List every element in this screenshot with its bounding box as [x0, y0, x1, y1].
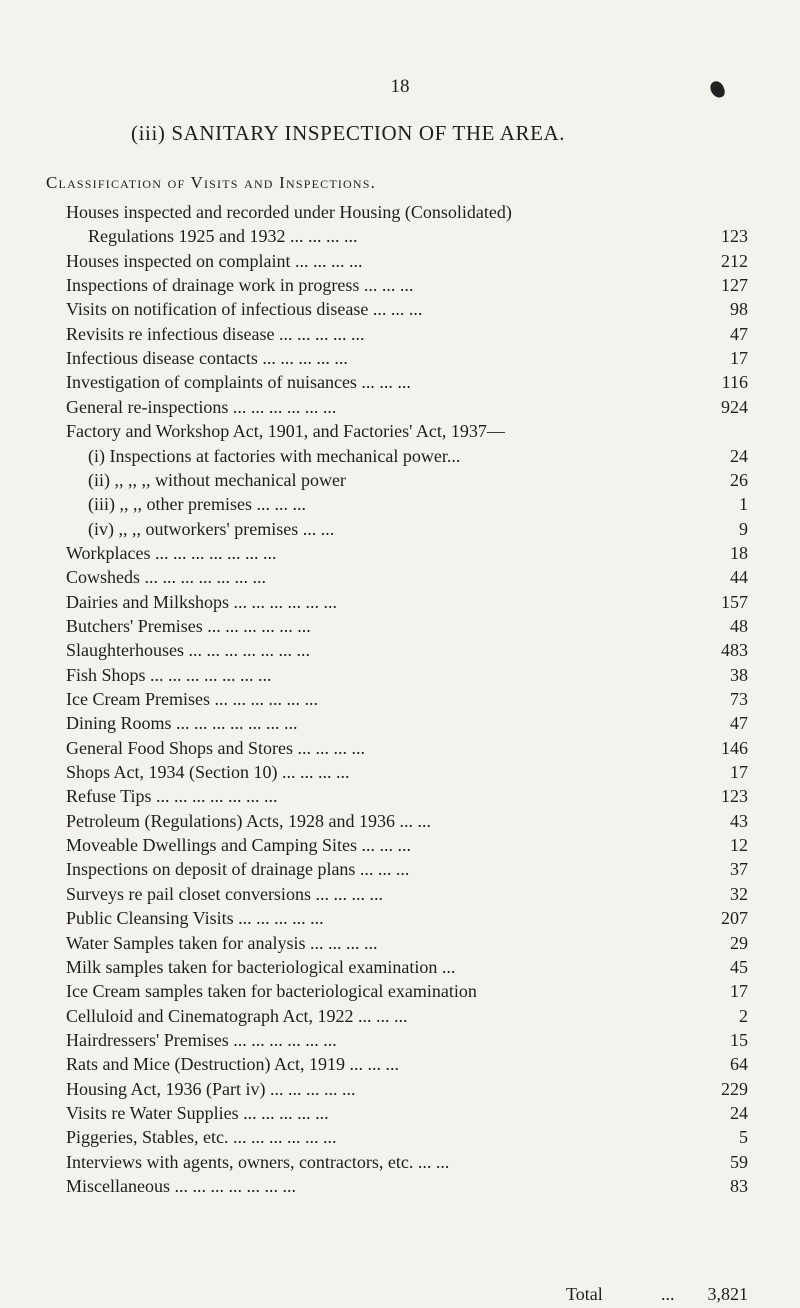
inspection-row [0, 249, 800, 273]
inspection-row [0, 663, 800, 687]
inspection-label: Fish Shops ... ... ... ... ... ... ... [66, 664, 272, 685]
inspection-row [0, 370, 800, 394]
inspection-count: 29 [730, 932, 748, 953]
inspection-count: 5 [739, 1127, 748, 1148]
inspection-count: 17 [730, 348, 748, 369]
inspection-label: Surveys re pail closet conversions ... ... ... ... [66, 883, 383, 904]
inspection-count: 45 [730, 956, 748, 977]
inspection-label: Water Samples taken for analysis ... ... ... ... [66, 932, 378, 953]
total-label: Total [566, 1284, 603, 1304]
inspection-row [0, 444, 800, 468]
inspection-row [0, 419, 800, 443]
inspection-count: 47 [730, 713, 748, 734]
inspection-row [0, 1052, 800, 1076]
total-leader-dots: ... [661, 1284, 675, 1304]
inspection-count: 44 [730, 567, 748, 588]
inspection-count: 123 [721, 786, 748, 807]
inspection-row [0, 760, 800, 784]
inspection-count: 157 [721, 591, 748, 612]
inspection-row [0, 1028, 800, 1052]
inspection-count: 64 [730, 1054, 748, 1075]
inspection-count: 17 [730, 981, 748, 1002]
inspection-count: 12 [730, 835, 748, 856]
inspection-row [0, 857, 800, 881]
inspection-label: Rats and Mice (Destruction) Act, 1919 ... ... ... [66, 1054, 399, 1075]
inspection-count: 18 [730, 542, 748, 563]
inspection-row [0, 711, 800, 735]
inspection-count: 48 [730, 615, 748, 636]
inspection-label: Investigation of complaints of nuisances ... ... ... [66, 372, 411, 393]
inspection-count: 15 [730, 1029, 748, 1050]
inspection-count: 17 [730, 762, 748, 783]
inspection-label: Revisits re infectious disease ... ... ... ... ... [66, 323, 365, 344]
inspection-row [0, 1101, 800, 1125]
inspection-label: Ice Cream Premises ... ... ... ... ... ... [66, 689, 318, 709]
inspection-label: Visits on notification of infectious disease ... ... ... [66, 299, 423, 320]
inspection-label: Cowsheds ... ... ... ... ... ... ... [66, 567, 267, 588]
inspection-count: 146 [721, 737, 748, 758]
inspection-row [0, 1077, 800, 1101]
inspection-label: Dining Rooms ... ... ... ... ... ... ... [66, 713, 298, 734]
inspection-label: Inspections on deposit of drainage plans ... ... ... [66, 859, 410, 880]
inspection-count: 43 [730, 810, 748, 831]
inspection-row [0, 492, 800, 516]
inspection-count: 98 [730, 299, 748, 320]
inspection-label: Ice Cream samples taken for bacteriological examination [66, 981, 477, 1002]
inspection-count: 924 [721, 396, 748, 417]
inspection-row [0, 809, 800, 833]
inspection-row [0, 395, 800, 419]
inspection-label: Houses inspected and recorded under Housing (Consolidated) [66, 202, 512, 222]
inspection-label: (ii) ,, ,, ,, without mechanical power [88, 469, 346, 490]
inspection-row [0, 468, 800, 492]
inspection-row [0, 224, 800, 248]
inspection-row [0, 200, 800, 224]
inspection-count: 26 [730, 469, 748, 490]
inspection-count: 24 [730, 1102, 748, 1123]
inspection-row [0, 833, 800, 857]
inspection-label: Infectious disease contacts ... ... ... ... ... [66, 348, 348, 369]
inspection-label: General re-inspections ... ... ... ... ... ... [66, 396, 337, 417]
inspection-label: Interviews with agents, owners, contractors, etc. ... ... [66, 1151, 450, 1172]
inspection-count: 37 [730, 859, 748, 880]
inspection-count: 1 [739, 494, 748, 515]
inspection-row [0, 590, 800, 614]
inspection-row [0, 517, 800, 541]
inspection-label: Public Cleansing Visits ... ... ... ... ... [66, 908, 324, 929]
inspection-count: 212 [721, 250, 748, 271]
inspection-row [0, 1125, 800, 1149]
inspection-label: (i) Inspections at factories with mechanical power... [88, 445, 461, 466]
inspection-count: 229 [721, 1078, 748, 1099]
inspection-label: General Food Shops and Stores ... ... ... ... [66, 737, 365, 758]
inspection-row [0, 273, 800, 297]
inspection-count: 24 [730, 445, 748, 466]
inspection-row [0, 784, 800, 808]
total-value: 3,821 [707, 1284, 748, 1304]
inspection-label: Miscellaneous ... ... ... ... ... ... ... [66, 1176, 296, 1196]
inspection-count: 73 [730, 689, 748, 709]
inspection-label: Butchers' Premises ... ... ... ... ... ... [66, 615, 311, 636]
inspection-row [0, 1174, 800, 1198]
inspection-row [0, 346, 800, 370]
inspection-row [0, 1150, 800, 1174]
inspection-label: Slaughterhouses ... ... ... ... ... ... ... [66, 640, 310, 661]
inspection-label: Refuse Tips ... ... ... ... ... ... ... [66, 786, 278, 807]
inspection-row [0, 638, 800, 662]
inspection-count: 83 [730, 1176, 748, 1196]
inspection-row [0, 614, 800, 638]
inspection-count: 9 [739, 518, 748, 539]
inspection-count: 59 [730, 1151, 748, 1172]
inspection-count: 123 [721, 226, 748, 247]
inspection-label: Moveable Dwellings and Camping Sites ... ... ... [66, 835, 411, 856]
classification-heading: Classification of Visits and Inspections. [46, 173, 377, 192]
inspection-row [0, 906, 800, 930]
inspection-row [0, 322, 800, 346]
inspection-row [0, 736, 800, 760]
inspection-row [0, 1004, 800, 1028]
inspection-label: Hairdressers' Premises ... ... ... ... ... ... [66, 1029, 337, 1050]
inspection-count: 32 [730, 883, 748, 904]
inspection-row [0, 931, 800, 955]
inspection-row [0, 541, 800, 565]
inspection-label: Shops Act, 1934 (Section 10) ... ... ... ... [66, 762, 350, 783]
inspection-row [0, 297, 800, 321]
inspection-label: (iv) ,, ,, outworkers' premises ... ... [88, 518, 335, 539]
inspection-label: (iii) ,, ,, other premises ... ... ... [88, 494, 306, 515]
inspection-label: Housing Act, 1936 (Part iv) ... ... ... ... ... [66, 1078, 356, 1099]
inspection-count: 483 [721, 640, 748, 661]
inspection-row [0, 687, 800, 711]
inspection-count: 116 [721, 372, 748, 393]
inspection-label: Houses inspected on complaint ... ... ... ... [66, 250, 363, 271]
inspection-label: Piggeries, Stables, etc. ... ... ... ... ... ... [66, 1127, 337, 1148]
inspection-label: Visits re Water Supplies ... ... ... ... ... [66, 1102, 329, 1123]
inspection-row [0, 882, 800, 906]
inspection-label: Celluloid and Cinematograph Act, 1922 ... ... ... [66, 1005, 408, 1026]
inspection-count: 207 [721, 908, 748, 929]
inspection-row [0, 979, 800, 1003]
inspection-row [0, 565, 800, 589]
inspection-label: Dairies and Milkshops ... ... ... ... ... ... [66, 591, 337, 612]
inspection-row [0, 955, 800, 979]
inspection-label: Factory and Workshop Act, 1901, and Factories' Act, 1937— [66, 421, 505, 442]
inspection-count: 127 [721, 275, 748, 296]
section-heading: (iii) SANITARY INSPECTION OF THE AREA. [131, 121, 566, 145]
inspection-count: 47 [730, 323, 748, 344]
page-number: 18 [390, 76, 410, 97]
inspection-count: 38 [730, 664, 748, 685]
inspection-count: 2 [739, 1005, 748, 1026]
inspection-label: Workplaces ... ... ... ... ... ... ... [66, 542, 277, 563]
inspection-label: Milk samples taken for bacteriological examination ... [66, 956, 456, 977]
inspection-label: Regulations 1925 and 1932 ... ... ... ... [88, 226, 358, 247]
inspection-label: Inspections of drainage work in progress ... ... ... [66, 275, 414, 296]
inspection-label: Petroleum (Regulations) Acts, 1928 and 1936 ... ... [66, 810, 431, 831]
